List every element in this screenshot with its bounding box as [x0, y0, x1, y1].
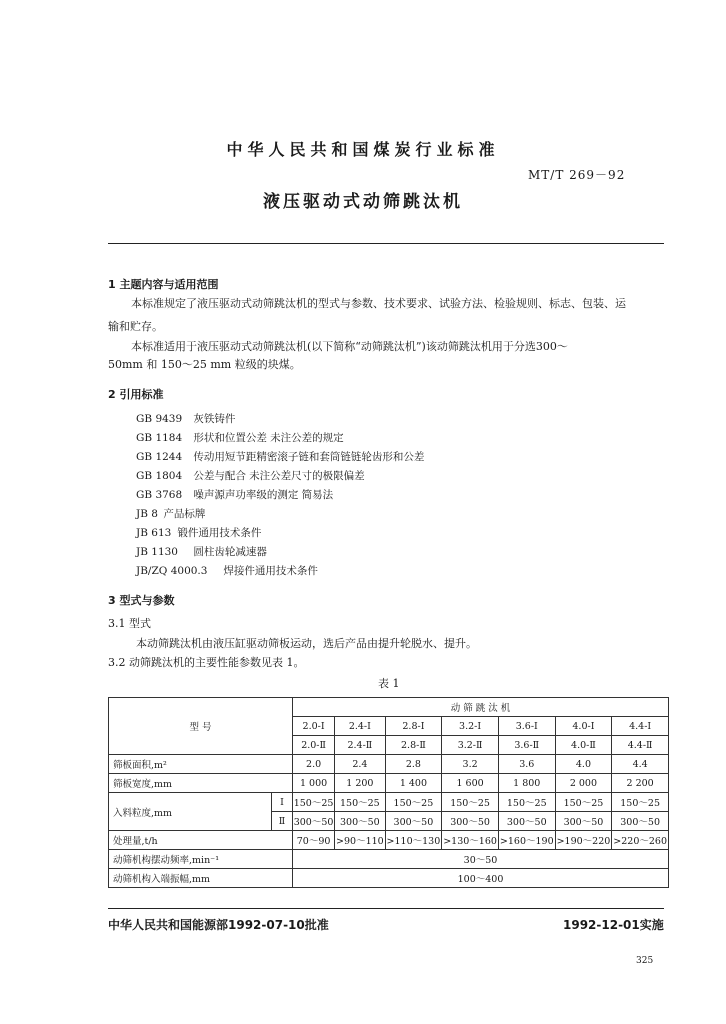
- row-label: 筛板宽度,mm: [109, 774, 293, 793]
- data-cell: 150～25: [498, 793, 555, 812]
- data-cell: 300～50: [335, 812, 385, 831]
- data-cell: 150～25: [442, 793, 499, 812]
- performance-table: [108, 697, 669, 888]
- data-cell: 3.2: [442, 755, 499, 774]
- model-cell: 3.2-Ⅱ: [442, 736, 499, 755]
- reference-item: GB 1184 形状和位置公差 未注公差的规定: [136, 432, 344, 444]
- table-row: [109, 755, 669, 774]
- data-cell: 300～50: [612, 812, 669, 831]
- row-label: 入料粒度,mm: [109, 793, 272, 831]
- model-cell: 2.8-Ⅱ: [385, 736, 442, 755]
- model-cell: 4.4-Ⅰ: [612, 717, 669, 736]
- data-cell: >90～110: [335, 831, 385, 850]
- model-cell: 4.4-Ⅱ: [612, 736, 669, 755]
- table-caption: 表 1: [378, 677, 400, 690]
- data-cell: 4.0: [555, 755, 612, 774]
- model-cell: 2.0-Ⅱ: [293, 736, 335, 755]
- model-cell: 4.0-Ⅰ: [555, 717, 612, 736]
- model-cell: 2.4-Ⅱ: [335, 736, 385, 755]
- data-cell: 2.4: [335, 755, 385, 774]
- standard-code: MT/T 269－92: [528, 168, 626, 182]
- model-label: 型 号: [109, 698, 293, 755]
- section1-p2-line2: 50mm 和 150～25 mm 粒级的块煤。: [108, 358, 301, 371]
- section1-p1-line2: 输和贮存。: [108, 320, 163, 333]
- section3-1-text: 本动筛跳汰机由液压缸驱动筛板运动，选后产品由提升轮脱水、提升。: [136, 637, 477, 650]
- data-cell: 2.0: [293, 755, 335, 774]
- grade-label: Ⅰ: [272, 793, 293, 812]
- model-cell: 2.0-Ⅰ: [293, 717, 335, 736]
- section3-2-text: 3.2 动筛跳汰机的主要性能参数见表 1。: [108, 656, 305, 669]
- model-cell: 2.4-Ⅰ: [335, 717, 385, 736]
- data-cell: 3.6: [498, 755, 555, 774]
- data-cell: >160～190: [498, 831, 555, 850]
- data-cell: >220～260: [612, 831, 669, 850]
- footer-divider: [108, 908, 664, 909]
- data-cell: 150～25: [335, 793, 385, 812]
- approval-note: 中华人民共和国能源部1992-07-10批准: [108, 918, 329, 932]
- section2-heading: 2 引用标准: [108, 388, 164, 401]
- model-cell: 2.8-Ⅰ: [385, 717, 442, 736]
- reference-item: GB 1804 公差与配合 未注公差尺寸的极限偏差: [136, 470, 365, 482]
- reference-item: JB 8 产品标牌: [136, 508, 206, 520]
- data-cell: 2 000: [555, 774, 612, 793]
- data-cell: 150～25: [612, 793, 669, 812]
- data-cell: 150～25: [293, 793, 335, 812]
- section3-1-heading: 3.1 型式: [108, 617, 151, 630]
- data-cell: 30～50: [293, 850, 669, 869]
- reference-item: JB/ZQ 4000.3 焊接件通用技术条件: [136, 565, 318, 577]
- data-cell: 300～50: [385, 812, 442, 831]
- model-cell: 3.2-Ⅰ: [442, 717, 499, 736]
- data-cell: 300～50: [498, 812, 555, 831]
- table-row: [109, 869, 669, 888]
- section1-heading: 1 主题内容与适用范围: [108, 278, 219, 291]
- group-label: 动 筛 跳 汰 机: [293, 698, 669, 717]
- data-cell: 1 400: [385, 774, 442, 793]
- data-cell: 2 200: [612, 774, 669, 793]
- data-cell: 150～25: [555, 793, 612, 812]
- standard-category: 中华人民共和国煤炭行业标准: [226, 140, 500, 159]
- data-cell: 4.4: [612, 755, 669, 774]
- reference-item: GB 3768 噪声源声功率级的测定 简易法: [136, 489, 334, 501]
- reference-item: JB 613 锻件通用技术条件: [136, 527, 262, 539]
- row-label: 动筛机构摆动频率,min⁻¹: [109, 850, 293, 869]
- section3-heading: 3 型式与参数: [108, 594, 175, 607]
- reference-item: GB 1244 传动用短节距精密滚子链和套筒链链轮齿形和公差: [136, 451, 425, 463]
- data-cell: 300～50: [293, 812, 335, 831]
- row-label: 处理量,t/h: [109, 831, 293, 850]
- reference-item: GB 9439 灰铁铸件: [136, 413, 236, 425]
- model-cell: 3.6-Ⅱ: [498, 736, 555, 755]
- table-row: [109, 793, 669, 812]
- data-cell: 1 000: [293, 774, 335, 793]
- data-cell: 1 800: [498, 774, 555, 793]
- data-cell: 300～50: [442, 812, 499, 831]
- data-cell: >130～160: [442, 831, 499, 850]
- document-title: 液压驱动式动筛跳汰机: [263, 192, 463, 212]
- reference-list: [136, 410, 424, 581]
- data-cell: >110～130: [385, 831, 442, 850]
- grade-label: Ⅱ: [272, 812, 293, 831]
- data-cell: 70～90: [293, 831, 335, 850]
- data-cell: 300～50: [555, 812, 612, 831]
- row-label: 筛板面积,m²: [109, 755, 293, 774]
- effective-date: 1992-12-01实施: [563, 918, 664, 932]
- reference-item: JB 1130 圆柱齿轮减速器: [136, 546, 267, 558]
- section1-p2-line1: 本标准适用于液压驱动式动筛跳汰机(以下简称“动筛跳汰机”)该动筛跳汰机用于分选300～: [131, 340, 568, 353]
- data-cell: >190～220: [555, 831, 612, 850]
- data-cell: 150～25: [385, 793, 442, 812]
- table-row: [109, 850, 669, 869]
- table-row: [109, 774, 669, 793]
- section1-p1-line1: 本标准规定了液压驱动式动筛跳汰机的型式与参数、技术要求、试验方法、检验规则、标志、包装、运: [131, 297, 626, 310]
- page-number: 325: [636, 956, 654, 966]
- data-cell: 100～400: [293, 869, 669, 888]
- data-cell: 1 200: [335, 774, 385, 793]
- model-cell: 4.0-Ⅱ: [555, 736, 612, 755]
- data-cell: 2.8: [385, 755, 442, 774]
- row-label: 动筛机构入端振幅,mm: [109, 869, 293, 888]
- model-cell: 3.6-Ⅰ: [498, 717, 555, 736]
- title-divider: [108, 243, 664, 244]
- data-cell: 1 600: [442, 774, 499, 793]
- table-row: [109, 831, 669, 850]
